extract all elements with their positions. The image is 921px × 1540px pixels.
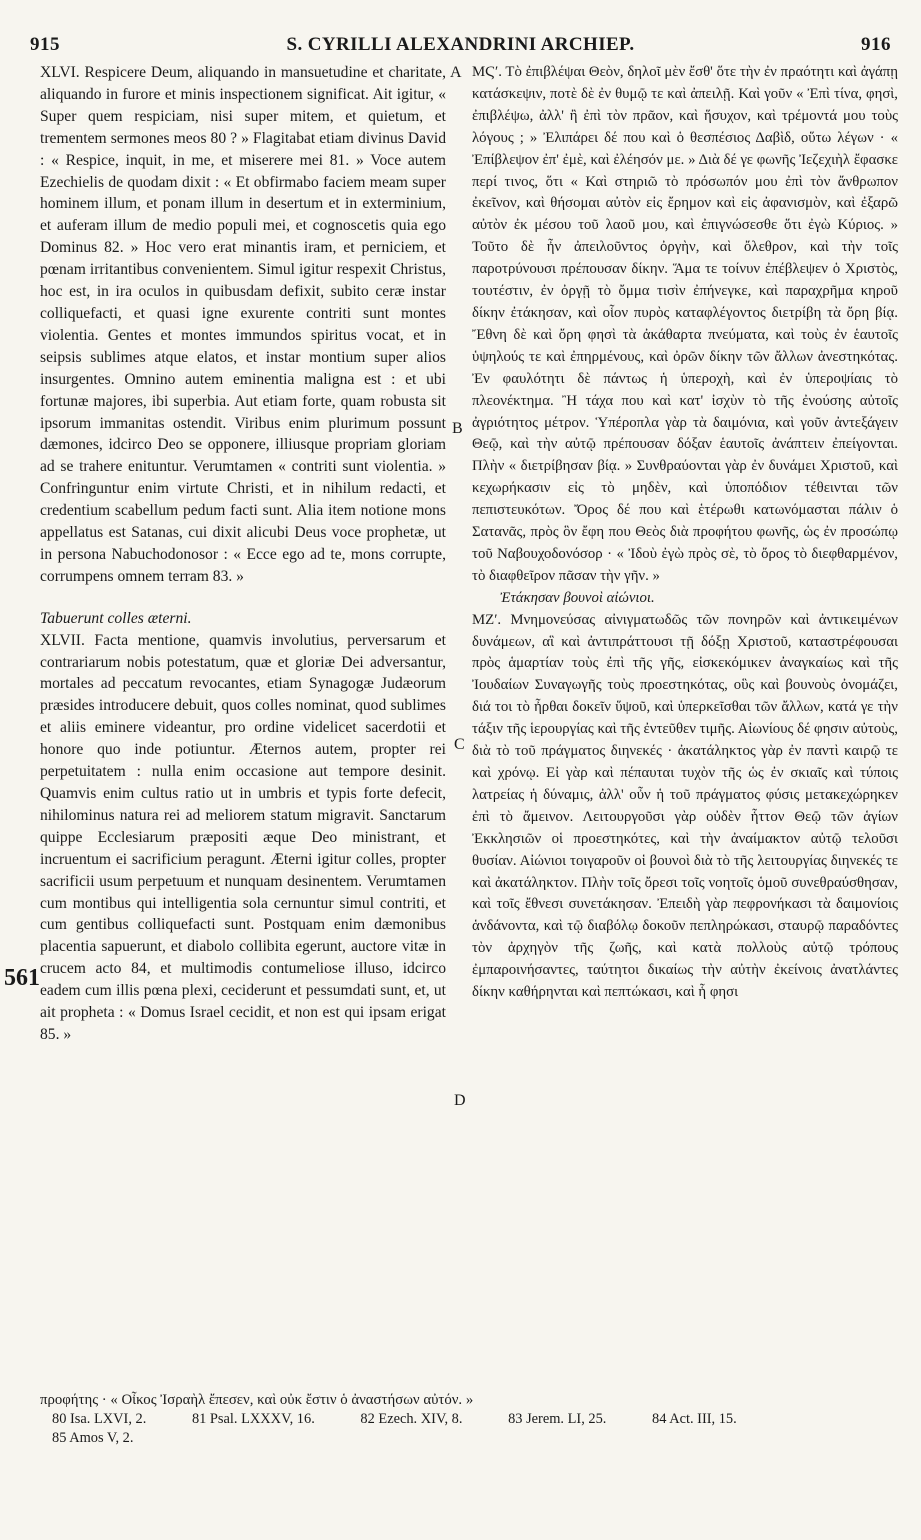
footnote: 80 Isa. LXVI, 2. [52,1411,147,1427]
footnotes [52,1410,902,1448]
column-number: 561 [4,965,40,991]
latin-subtitle: Tabuerunt colles æterni. [40,609,192,627]
greek-column [472,62,898,1004]
greek-subtitle: Ἐτάκησαν βουνοὶ αἰώνιοι. [500,589,655,606]
latin-section-46: XLVI. Respicere Deum, aliquando in mansuetudine et charitate, aliquando in furore et minis inspectionem significat. Ait igitur, « Super quem respiciam, nisi super mitem, et quietum, et trementem sermones meos 80 ? » Flagitabat etiam divinus David : « Respice, inquit, in me, et miserere mei 81. » Voce autem Ezechielis de quodam dixit : « Et obfirmabo faciem meam super hominem illum, et ponam illum in desertum et in exterminium, et auferam illum de medio populi mei, et cognoscetis quia ego Dominus 82. » Hoc vero erat minantis iram, et perniciem, et pœnam irritantibus convenientem. Simul igitur respexit Christus, hoc est, in ira oculos in quibusdam defixit, subito ceræ instar colliquefacti, et quasi igne exurente contriti sunt montes violentia. Gentes et montes immundos spiritus vocat, et in seipsis sublimes atque elatos, et instar montium super alios insurgentes. Omnino autem eminentia maligna est : et ubi fortunæ majores, ibi superbia. Aut etiam forte, quam robusta sit ipsorum immanitas ostendit. Viribus enim plurimum possunt dæmones, idcirco Deo se opponere, illiusque propriam gloriam ad se trahere enituntur. Verumtamen « contriti sunt violentia. » Confringuntur enim virtute Christi, et in nihilum redacti, et credentium scabellum pedum facti sunt. Alia item notione mons appellatus est Satanas, cui dixit alicubi Deus voce prophetæ, ut in persona Nabuchodonosor : « Ecce ego ad te, mons corrupte, corrumpens omnem terram 83. » [40,64,446,585]
page-number-right: 916 [861,34,891,55]
margin-letter-b: B [452,420,463,437]
margin-letter-c: C [454,736,465,753]
footnote: 81 Psal. LXXXV, 16. [191,1411,315,1427]
latin-section-47: XLVII. Facta mentione, quamvis involutius, perversarum et contrariarum nobis potestatum, quæ et gloriæ Dei adversantur, mortales ad peccatum revocantes, etiam Synagogæ Judæorum præsides introducere debuit, quos colles nominat, quod sublimes et aliis eminere videantur, pro ordine videlicet sacerdotii et honore quo inde potiuntur. Æternos autem, propter rei perpetuitatem : nulla enim occasione aut tempore desinit. Quamvis enim cultus ratio ut in umbris et typis forte defecit, nihilominus natura rei ad meliorem statum migravit. Sanctarum quippe Ecclesiarum præpositi æque Deo ministrant, et incruentum ei sacrificium peragunt. Æterni igitur colles, propter sacrificii usum perpetuum et nunquam desinentem. Verumtamen cum montibus qui intelligentia sola cernuntur simul contriti, et cum gentibus colliquefacti sunt. Postquam enim dæmonibus placentia sapuerunt, et diabolo collibita egerunt, auctore vitæ in crucem acto 84, et multimodis contumeliose illuso, idcirco eadem cum illis pœna plexi, ceciderunt et pessumdati sunt, et, ut ait propheta : « Domus Israel cecidit, et non est qui ipsam erigat 85. » [40,631,446,1043]
running-header: S. CYRILLI ALEXANDRINI ARCHIEP. [286,34,635,55]
greek-section-47: ΜΖʹ. Μνημονεύσας αἰνιγματωδῶς τῶν πονηρῶν καὶ ἀντικειμένων δυνάμεων, αἳ καὶ ἀντιπράττουσι τῇ δόξῃ Χριστοῦ, καταστρέφουσαι πρὸς ἁμαρτίαν τοὺς ἐπὶ τῆς γῆς, εἰσκεκόμικεν ἀναγκαίως καὶ τῆς Ἰουδαίων Συναγωγῆς τοὺς προεστηκότας, οὓς καὶ βουνοὺς ὀνομάζει, διά τοι τὸ ἦρθαι δοκεῖν ὕψοῦ, καὶ ὑπερκεῖσθαι τῶν ἄλλων, κατά γε τὴν τάξιν τῆς ἱερουργίας καὶ τῆς ἐντεῦθεν τιμῆς. Αἰωνίους δέ φησιν αὐτοὺς, διὰ τὸ τοῦ πράγματος διηνεκές · ἀκατάληκτος γὰρ ἐν παντὶ καιρῷ τε καὶ χρόνῳ. Εἰ γὰρ καὶ πέπαυται τυχὸν τῆς ὡς ἐν σκιαῖς καὶ τύποις λατρείας ἡ δύναμις, ἀλλ' οὖν ἡ τοῦ πράγματος φύσις μετακεχώρηκεν ἐπὶ τὸ ἄμεινον. Λειτουργοῦσι γὰρ οὐδὲν ἧττον Θεῷ τῶν ἁγίων Ἐκκλησιῶν οἱ προεστηκότες, καὶ τὴν ἀναίμακτον αὐτῷ τελοῦσι θυσίαν. Αἰώνιοι τοιγαροῦν οἱ βουνοὶ διὰ τὸ τῆς λειτουργίας διηνεκές τε καὶ ἀκατάληκτον. Πλὴν τοῖς ὄρεσι τοῖς νοητοῖς ὁμοῦ συνεθραύσθησαν, καὶ τοῖς ἔθνεσι συνετάκησαν. Ἐπειδὴ γὰρ πεφρονήκασι τὰ δαιμονίοις ἁνδάνοντα, καὶ τῷ διαβόλῳ δοκοῦν πεπληρώκασι, σταυρῷ παραδόντες τὸν ἀρχηγὸν τῆς ζωῆς, καὶ κατὰ πολλοὺς αὐτῷ τρόπους ἐμπαροινήσαντες, ταύτητοι δικαίως τὴν αὐτὴν ἐκείνοις ἀνατλάντες δίκην καθήρηνται καὶ πεπτώκασι, καὶ ἧ φησι [472,611,898,1001]
latin-column [40,62,446,1046]
footnote: 82 Ezech. XIV, 8. [360,1411,463,1427]
footnote: 84 Act. III, 15. [652,1411,737,1427]
greek-continuation-line: προφήτης · « Οἶκος Ἰσραὴλ ἔπεσεν, καὶ οὐκ ἔστιν ὁ ἀναστήσων αὐτόν. » [40,1392,474,1408]
margin-letter-d: D [454,1092,466,1109]
footnote: 83 Jerem. LI, 25. [508,1411,607,1427]
footnote: 85 Amos V, 2. [52,1430,134,1446]
margin-letter-a: A [450,64,462,81]
page-number-left: 915 [30,34,60,55]
greek-section-46: ΜϚʹ. Τὸ ἐπιβλέψαι Θεὸν, δηλοῖ μὲν ἔσθ' ὅτε τὴν ἐν πραότητι καὶ ἀγάπῃ κατάσκεψιν, ποτὲ δὲ ἐν θυμῷ τε καὶ ἀπειλῇ. Καὶ γοῦν « Ἐπὶ τίνα, φησὶ, ἐπιβλέψω, ἀλλ' ἢ ἐπὶ τὸν πρᾶον, καὶ ἥσυχον, καὶ τρέμοντά μου τοὺς λόγους ; » Ἐλιπάρει δέ που καὶ ὁ θεσπέσιος Δαβὶδ, οὕτω λέγων · « Ἐπίβλεψον ἐπ' ἐμὲ, καὶ ἐλέησόν με. » Διὰ δέ γε φωνῆς Ἰεζεχιὴλ ἔφασκε περί τινος, ὅτι « Καὶ στηριῶ τὸ πρόσωπόν μου ἐπὶ τὸν ἄνθρωπον ἐκεῖνον, καὶ θήσομαι αὐτὸν εἰς ἔρημον καὶ εἰς ἀφανισμὸν, καὶ ἐξαρῶ αὐτὸν ἐκ μέσου τοῦ λαοῦ μου, καὶ ἐπιγνώσεσθε ὅτι ἐγὼ Κύριος. » Τοῦτο δὲ ἦν ἀπειλοῦντος ὀργὴν, καὶ ὄλεθρον, καὶ τὴν τοῖς παροτρύνουσι πρέπουσαν δίκην. Ἅμα τε τοίνυν ἐπέβλεψεν ὁ Χριστὸς, τουτέστιν, ἐν ὀργῇ τὸ ὄμμα τισὶν ἐπήνεγκε, καὶ παραχρῆμα κηροῦ δίκην ἐτάκησαν, καὶ οἷον πυρὸς καταφλέγοντος διετρίβη τὰ ὄρη βίᾳ. Ἔθνη δὲ καὶ ὄρη φησὶ τὰ ἀκάθαρτα πνεύματα, καὶ τοὺς ἐν ἑαυτοῖς ὑψηλούς τε καὶ ἐπηρμένους, καὶ ὀρῶν δίκην τῶν ἄλλων ἀνεστηκότας. Ἐν φαυλότητι δὲ πάντως ἡ ὑπεροχὴ, καὶ ἐν ὑπεροψίαις τὸ πλεονέκτημα. Ἢ τάχα που καὶ κατ' ἰσχὺν τὸ τῆς ἐνούσης αὐτοῖς ἀγριότητος μέτρον. Ὑπέροπλα γὰρ τὰ δαιμόνια, καὶ γοῦν ἀντεξάγειν Θεῷ, καὶ τὴν αὐτῷ πρέπουσαν δόξαν ἑαυτοῖς ἀνάπτειν ἐπείγονται. Πλὴν « διετρίβησαν βίᾳ. » Συνθραύονται γὰρ ἐν δυνάμει Χριστοῦ, καὶ κεχωρήκασιν εἰς τὸ μηδὲν, καὶ ὑποπόδιον τέθεινται τῶν πεπιστευκότων. Ὄρος δέ που καὶ ἑτέρωθι κατωνόμασται πάλιν ὁ Σατανᾶς, πρὸς ὃν ἔφη που Θεὸς διὰ προφήτου φωνῆς, ὡς ἐν προσώπῳ τοῦ Ναβουχοδονόσορ · « Ἰδοὺ ἐγὼ πρὸς σὲ, τὸ ὄρος τὸ διεφθαρμένον, τὸ διαφθεῖρον πᾶσαν τὴν γῆν. » [472,64,898,584]
